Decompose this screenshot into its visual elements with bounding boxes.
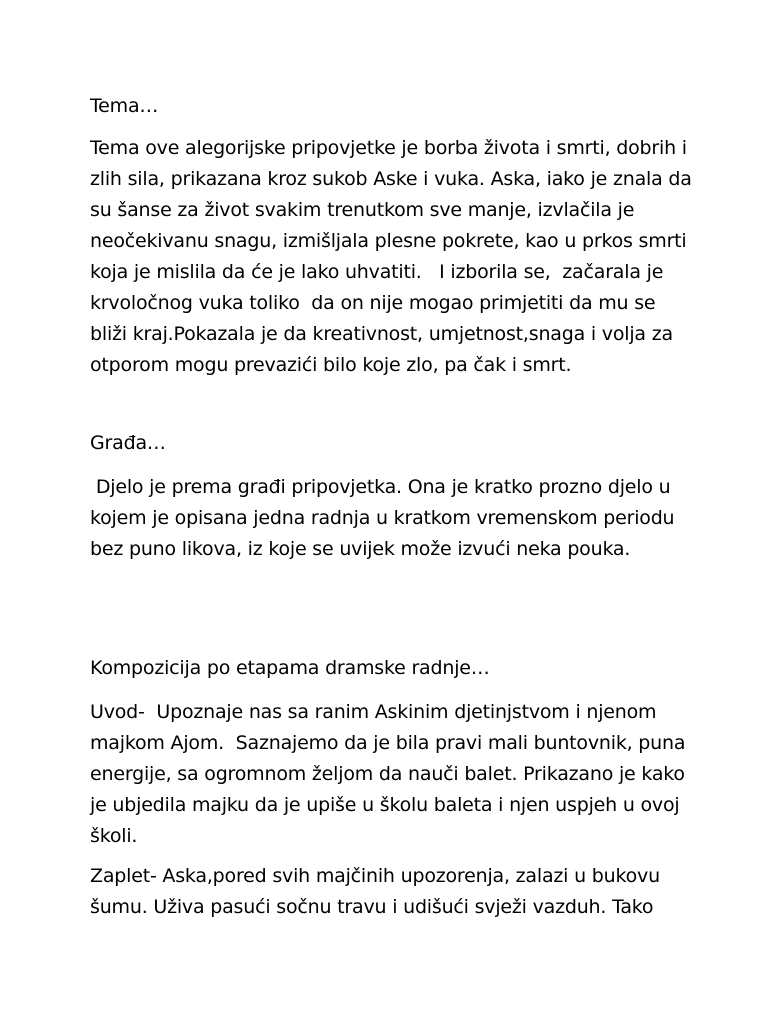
heading-tema: Tema…: [90, 95, 159, 117]
paragraph-zaplet: Zaplet- Aska,pored svih majčinih upozorenja, zalazi u bukovu šumu. Uživa pasući sočnu travu i udišući svježi vazduh. Tako: [90, 865, 660, 918]
paragraph-gradja: Djelo je prema građi pripovjetka. Ona je kratko prozno djelo u kojem je opisana jedna radnja u kratkom vremenskom periodu bez puno likova, iz koje se uvijek može izvući neka pouka.: [90, 476, 675, 560]
paragraph-tema: Tema ove alegorijske pripovjetke je borba života i smrti, dobrih i zlih sila, prikazana kroz sukob Aske i vuka. Aska, iako je znala da su šanse za život svakim trenutkom sve manje, izvlačila je neočekivanu snagu, izmišljala plesne pokrete, kao u prkos smrti koja je mislila da će je lako uhvatiti. I izborila se, začarala je krvoločnog vuka toliko da on nije mogao primjetiti da mu se bliži kraj.Pokazala je da kreativnost, umjetnost,snaga i volja za otporom mogu prevazići bilo koje zlo, pa čak i smrt.: [90, 137, 692, 376]
paragraph-uvod: Uvod- Upoznaje nas sa ranim Askinim djetinjstvom i njenom majkom Ajom. Saznajemo da je bila pravi mali buntovnik, puna energije, sa ogromnom željom da nauči balet. Prikazano je kako je ubjedila majku da je upiše u školu baleta i njen uspjeh u ovoj školi.: [90, 701, 686, 847]
heading-gradja: Građa…: [90, 432, 166, 454]
heading-kompozicija: Kompozicija po etapama dramske radnje…: [90, 657, 490, 679]
